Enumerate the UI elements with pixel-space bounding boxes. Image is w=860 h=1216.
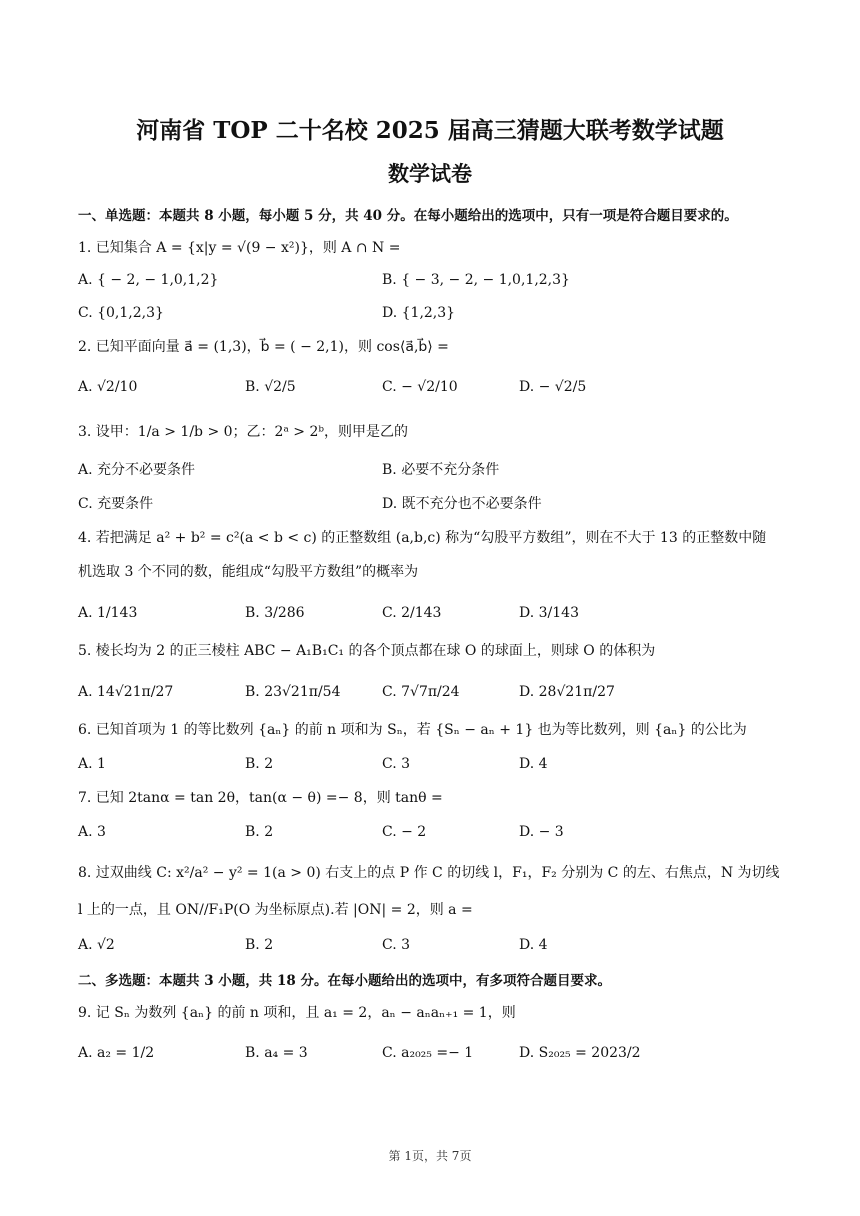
question-9-option-c: C. a₂₀₂₅ =− 1 [382, 1045, 474, 1061]
question-7-option-c: C. − 2 [382, 824, 427, 840]
question-3-option-c: C. 充要条件 [78, 496, 154, 512]
question-9-option-b: B. a₄ = 3 [245, 1045, 308, 1061]
question-5-option-c: C. 7√7π/24 [382, 684, 460, 700]
question-4-stem-line-2: 机选取 3 个不同的数，能组成“勾股平方数组”的概率为 [78, 564, 419, 580]
page-footer: 第 1页，共 7页 [388, 1149, 472, 1163]
question-2-stem: 2. 已知平面向量 a⃗ = (1,3)，b⃗ = ( − 2,1)，则 cos⟨a⃗,b⃗⟩ = [78, 339, 449, 355]
question-2-option-a: A. √2/10 [78, 379, 138, 395]
question-4-option-a: A. 1/143 [78, 605, 138, 621]
question-3-option-a: A. 充分不必要条件 [78, 462, 196, 478]
question-8-option-c: C. 3 [382, 937, 411, 953]
question-8-option-d: D. 4 [519, 937, 548, 953]
page-subtitle: 数学试卷 [388, 161, 472, 186]
question-7-option-a: A. 3 [78, 824, 106, 840]
question-4-option-b: B. 3/286 [245, 605, 305, 621]
question-9-option-a: A. a₂ = 1/2 [78, 1045, 155, 1061]
question-1-option-c: C. {0,1,2,3} [78, 305, 164, 321]
question-1-stem: 1. 已知集合 A = {x|y = √(9 − x²)}，则 A ∩ N = [78, 240, 401, 256]
question-6-option-d: D. 4 [519, 756, 548, 772]
question-6-option-a: A. 1 [78, 756, 106, 772]
question-1-option-a: A. { − 2, − 1,0,1,2} [78, 272, 219, 288]
question-7-option-b: B. 2 [245, 824, 274, 840]
question-2-option-b: B. √2/5 [245, 379, 296, 395]
question-9-option-d: D. S₂₀₂₅ = 2023/2 [519, 1045, 641, 1061]
question-3-option-d: D. 既不充分也不必要条件 [382, 496, 542, 512]
question-1-option-d: D. {1,2,3} [382, 305, 456, 321]
question-5-option-a: A. 14√21π/27 [78, 684, 174, 700]
question-2-option-c: C. − √2/10 [382, 379, 458, 395]
section-heading-single-choice: 一、单选题：本题共 8 小题，每小题 5 分，共 40 分。在每小题给出的选项中，只有一项是符合题目要求的。 [78, 208, 738, 224]
question-8-stem-line-2: l 上的一点，且 ON//F₁P(O 为坐标原点).若 |ON| = 2，则 a = [78, 902, 473, 918]
question-4-option-d: D. 3/143 [519, 605, 579, 621]
question-3-stem: 3. 设甲：1/a > 1/b > 0；乙：2ᵃ > 2ᵇ，则甲是乙的 [78, 424, 408, 440]
question-1-option-b: B. { − 3, − 2, − 1,0,1,2,3} [382, 272, 570, 288]
question-4-option-c: C. 2/143 [382, 605, 442, 621]
question-4-stem-line-1: 4. 若把满足 a² + b² = c²(a < b < c) 的正整数组 (a,b,c) 称为“勾股平方数组”，则在不大于 13 的正整数中随 [78, 530, 767, 546]
question-3-option-b: B. 必要不充分条件 [382, 462, 500, 478]
question-8-stem-line-1: 8. 过双曲线 C: x²/a² − y² = 1(a > 0) 右支上的点 P 作 C 的切线 l，F₁，F₂ 分别为 C 的左、右焦点，N 为切线 [78, 865, 780, 881]
page-title: 河南省 TOP 二十名校 2025 届高三猜题大联考数学试题 [136, 117, 724, 144]
question-2-option-d: D. − √2/5 [519, 379, 587, 395]
question-7-option-d: D. − 3 [519, 824, 564, 840]
section-heading-multiple-choice: 二、多选题：本题共 3 小题，共 18 分。在每小题给出的选项中，有多项符合题目要求。 [78, 973, 611, 989]
question-9-stem: 9. 记 Sₙ 为数列 {aₙ} 的前 n 项和，且 a₁ = 2，aₙ − aₙaₙ₊₁ = 1，则 [78, 1005, 516, 1021]
question-8-option-a: A. √2 [78, 937, 115, 953]
question-5-stem: 5. 棱长均为 2 的正三棱柱 ABC − A₁B₁C₁ 的各个顶点都在球 O 的球面上，则球 O 的体积为 [78, 643, 656, 659]
question-6-option-c: C. 3 [382, 756, 411, 772]
question-6-stem: 6. 已知首项为 1 的等比数列 {aₙ} 的前 n 项和为 Sₙ，若 {Sₙ − aₙ + 1} 也为等比数列，则 {aₙ} 的公比为 [78, 722, 747, 738]
question-5-option-d: D. 28√21π/27 [519, 684, 615, 700]
question-6-option-b: B. 2 [245, 756, 274, 772]
question-8-option-b: B. 2 [245, 937, 274, 953]
question-5-option-b: B. 23√21π/54 [245, 684, 341, 700]
question-7-stem: 7. 已知 2tanα = tan 2θ，tan(α − θ) =− 8，则 tanθ = [78, 790, 443, 806]
